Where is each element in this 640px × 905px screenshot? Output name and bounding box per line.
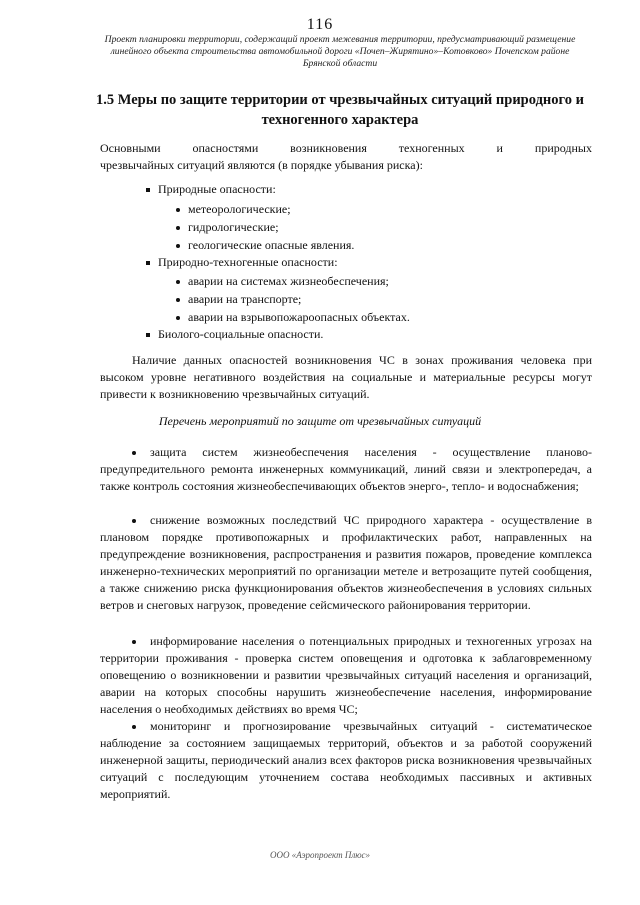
group-label: Биолого-социальные опасности. xyxy=(158,327,324,341)
item-bullet xyxy=(176,208,180,212)
footer: ООО «Аэропроект Плюс» xyxy=(269,850,371,860)
page-number: 116 xyxy=(306,16,334,33)
item-bullet xyxy=(176,226,180,230)
group-bullet xyxy=(146,333,150,337)
item-bullet xyxy=(132,451,136,455)
item-bullet xyxy=(176,244,180,248)
measure-item xyxy=(100,718,592,803)
list-item: метеорологические; xyxy=(188,202,291,216)
item-bullet xyxy=(176,280,180,284)
item-bullet xyxy=(132,725,136,729)
item-bullet xyxy=(176,298,180,302)
list-item: аварии на транспорте; xyxy=(188,292,302,306)
group-bullet xyxy=(146,188,150,192)
measures-heading: Перечень мероприятий по защите от чрезвычайных ситуаций xyxy=(158,414,482,428)
list-item: гидрологические; xyxy=(188,220,279,234)
group-bullet xyxy=(146,261,150,265)
list-item: геологические опасные явления. xyxy=(188,238,355,252)
measure-item xyxy=(100,444,592,495)
measure-text: защита систем жизнеобеспечения населения - осуществление планово-предупредительного ремонта инженерных коммуникаций, линий связи и электропередач, а также контроль состояния жизнеобеспечивающих объектов энерго-, тепло- и водоснабжения; xyxy=(100,445,592,493)
section-title: 1.5 Меры по защите территории от чрезвычайных ситуаций природного и техногенного характера xyxy=(96,92,584,128)
measure-text: информирование населения о потенциальных природных и техногенных угрозах на территории проживания - проверка систем оповещения и одготовка к заблаговременному оповещению о возникновении и развитии чрезвычайных ситуаций населения и организаций, аварии на которых способны нарушить жизнеобеспечение населения, информирование населения о необходимых действиях во время ЧС; xyxy=(100,634,592,716)
intro-line-2: чрезвычайных ситуаций являются (в порядке убывания риска): xyxy=(100,158,423,172)
list-item: аварии на взрывопожароопасных объектах. xyxy=(188,310,410,324)
item-bullet xyxy=(132,519,136,523)
group-label: Природно-техногенные опасности: xyxy=(158,255,338,269)
measure-text: мониторинг и прогнозирование чрезвычайных ситуаций - систематическое наблюдение за состоянием защищаемых территорий, объектов и за работой сооружений инженерной защиты, периодический анализ всех факторов риска возникновения чрезвычайных ситуаций с последующим уточнением состава необходимых пассивных и активных мероприятий. xyxy=(100,719,592,801)
measure-item xyxy=(100,512,592,614)
measure-text: снижение возможных последствий ЧС природного характера - осуществление в плановом порядке противопожарных и профилактических работ, направленных на предупреждение возникновения, распространения и развития пожаров, проведение комплекса инженерно-технических мероприятий по организации метеле и ветрозащите путей сообщения, а также снижению риска функционирования объектов жизнеобеспечения в условиях сильных ветров и снеговых нагрузок, проведение сейсмического районирования территории. xyxy=(100,513,592,612)
item-bullet xyxy=(132,640,136,644)
intro-line-1: Основными опасностями возникновения техногенных и природных xyxy=(100,141,592,155)
measure-item xyxy=(100,633,592,718)
item-bullet xyxy=(176,316,180,320)
header-note: Проект планировки территории, содержащий проект межевания территории, предусматривающий размещение линейного объекта строительства автомобильной дороги «Почеп–Жирятино»–Котовково» Почепском районе Брянской области xyxy=(104,34,576,69)
list-item: аварии на системах жизнеобеспечения; xyxy=(188,274,389,288)
risk-paragraph: Наличие данных опасностей возникновения ЧС в зонах проживания человека при высоком уровне негативного воздействия на социальные и материальные ресурсы могут привести к возникновению чрезвычайных ситуаций. xyxy=(100,353,592,401)
group-label: Природные опасности: xyxy=(158,182,276,196)
